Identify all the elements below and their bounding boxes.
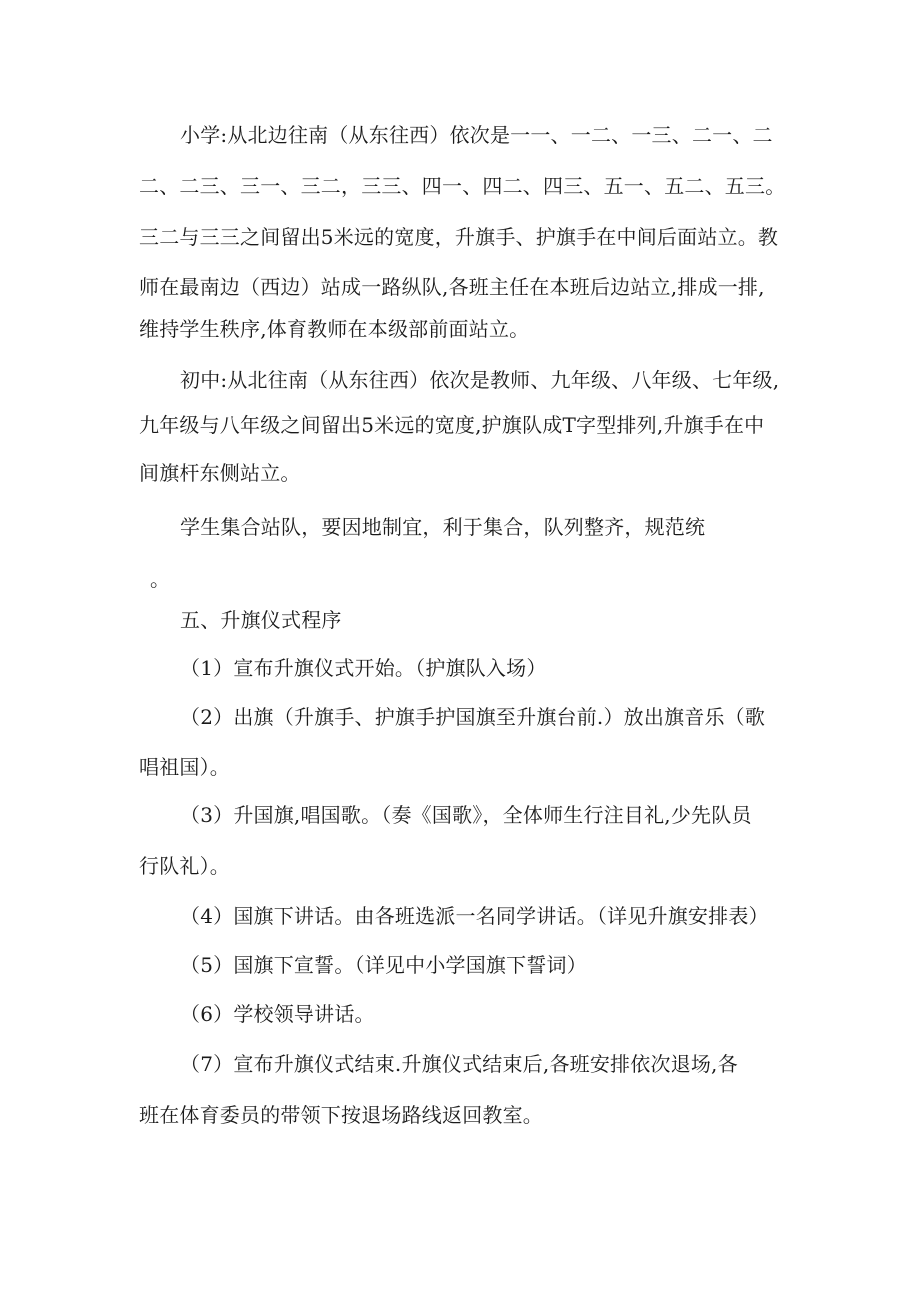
step-5: （5）国旗下宣誓。（详见中小学国旗下誓词） — [180, 953, 587, 977]
middle-school-line-2: 九年级与八年级之间留出5米远的宽度,护旗队成T字型排列,升旗手在中 — [139, 413, 765, 437]
assembly-line-1: 学生集合站队，要因地制宜，利于集合，队列整齐，规范统 — [180, 515, 706, 539]
step-2-line-2: 唱祖国）。 — [139, 755, 230, 779]
step-6: （6）学校领导讲话。 — [180, 1002, 375, 1026]
step-7-line-2: 班在体育委员的带领下按退场路线返回教室。 — [139, 1103, 543, 1127]
step-4: （4）国旗下讲话。由各班选派一名同学讲话。（详见升旗安排表） — [180, 904, 769, 928]
step-7-line-1: （7）宣布升旗仪式结束.升旗仪式结束后,各班安排依次退场,各 — [180, 1052, 738, 1076]
middle-school-line-3: 间旗杆东侧站立。 — [139, 461, 301, 485]
assembly-line-2: 。 — [150, 567, 171, 591]
step-2-line-1: （2）出旗（升旗手、护旗手护国旗至升旗台前.）放出旗音乐（歌 — [180, 705, 766, 729]
primary-school-line-1: 小学:从北边往南（从东往西）依次是一一、一二、一三、二一、二 — [180, 123, 773, 147]
section-title: 五、升旗仪式程序 — [180, 608, 342, 632]
step-3-line-2: 行队礼）。 — [139, 854, 230, 878]
primary-school-line-5: 维持学生秩序,体育教师在本级部前面站立。 — [139, 317, 530, 341]
primary-school-line-3: 三二与三三之间留出5米远的宽度，升旗手、护旗手在中间后面站立。教 — [139, 225, 779, 249]
primary-school-line-4: 师在最南边（西边）站成一路纵队,各班主任在本班后边站立,排成一排, — [139, 275, 765, 299]
middle-school-line-1: 初中:从北往南（从东往西）依次是教师、九年级、八年级、七年级, — [180, 368, 780, 392]
primary-school-line-2: 二、二三、三一、三二，三三、四一、四二、四三、五一、五二、五三。 — [139, 174, 786, 198]
step-1: （1）宣布升旗仪式开始。（护旗队入场） — [180, 656, 547, 680]
step-3-line-1: （3）升国旗,唱国歌。（奏《国歌》，全体师生行注目礼,少先队员 — [180, 803, 752, 827]
